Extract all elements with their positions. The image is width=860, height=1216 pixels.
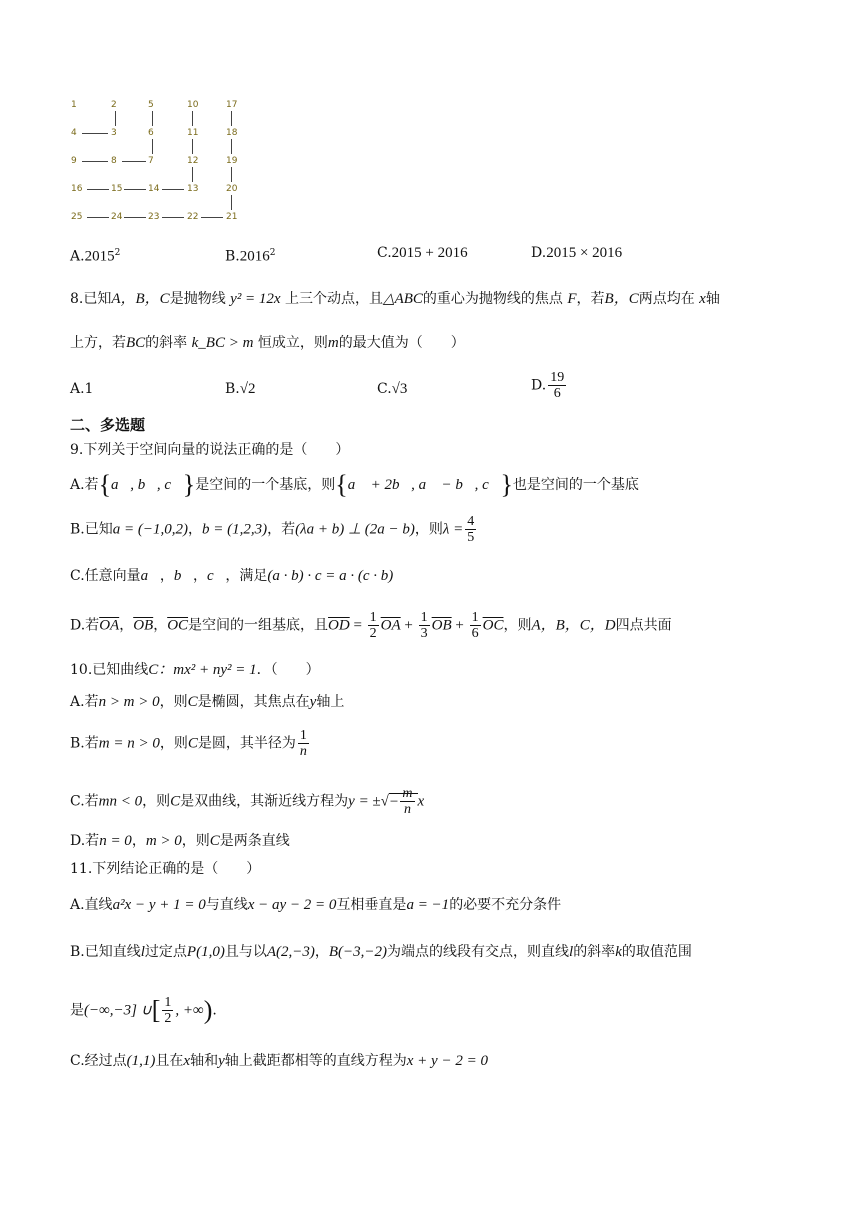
- option-label: C.: [377, 245, 392, 261]
- q9-option-a: [70, 470, 639, 499]
- grid-number: 1: [71, 100, 77, 110]
- section-heading: 二、多选题: [70, 416, 146, 434]
- brace: }: [500, 470, 513, 499]
- grid-number: 8: [111, 156, 117, 166]
- text: 是抛物线: [169, 291, 226, 307]
- q7-option-a: [70, 243, 120, 267]
- option-value: √3: [391, 381, 408, 397]
- text: A.直线: [70, 897, 113, 913]
- q9-option-c: C.任意向量a⃗，b⃗，c⃗，满足(a · b) · c = a · (c · b): [70, 568, 394, 584]
- fraction: [298, 728, 309, 759]
- math: F: [567, 291, 577, 307]
- text: C.经过点: [70, 1053, 127, 1069]
- numerator: 1: [299, 728, 307, 743]
- q10-stem: [70, 660, 320, 680]
- text: ，若: [267, 521, 296, 538]
- text: 的最大值为（ ）: [338, 335, 465, 351]
- fraction: [470, 610, 481, 641]
- q8-option-d: [531, 370, 568, 401]
- vector: $\overline{OB}$: [133, 617, 154, 634]
- math: C: [187, 735, 198, 752]
- numerator: 1: [420, 610, 428, 625]
- text: ，若: [576, 291, 605, 307]
- grid-connector: [162, 189, 184, 190]
- text: A.若: [70, 477, 99, 493]
- math: (−∞,−3] ∪: [84, 1002, 152, 1019]
- q10-option-c: [70, 786, 424, 817]
- denominator: 6: [553, 386, 561, 401]
- q8-option-c: [377, 379, 407, 399]
- math: x: [183, 1053, 191, 1069]
- text: 与直线: [205, 897, 248, 913]
- text: 且在: [155, 1053, 184, 1069]
- math: +: [400, 617, 417, 634]
- text: ，则: [503, 617, 532, 634]
- text: ，: [131, 833, 146, 849]
- q8-option-b: [225, 379, 255, 399]
- math: c⃗: [207, 568, 226, 584]
- grid-connector: [192, 167, 193, 182]
- q7-option-d: [531, 243, 622, 263]
- grid-connector: [231, 139, 232, 154]
- text: 的斜率: [145, 335, 188, 351]
- bracket: [: [151, 995, 161, 1025]
- q11-option-b-line2: [70, 995, 217, 1026]
- math: B(−3,−2): [328, 944, 388, 960]
- text: 两点均在: [638, 291, 695, 307]
- grid-number: 17: [226, 100, 238, 110]
- math: b⃗: [173, 568, 194, 584]
- math: b = (1,2,3): [201, 521, 268, 538]
- math: λ =: [442, 521, 464, 538]
- text: 轴上截距都相等的直线方程为: [224, 1053, 407, 1069]
- math: mx² + ny² = 1: [173, 662, 257, 678]
- math: l: [569, 944, 574, 960]
- option-label: C.: [377, 381, 392, 397]
- option-value: 2016: [239, 248, 270, 265]
- brace: }: [182, 470, 196, 499]
- math: k: [615, 944, 622, 960]
- text: 的重心为抛物线的焦点: [422, 291, 563, 307]
- fraction: [368, 610, 379, 641]
- math: m > 0: [145, 833, 182, 849]
- text: .: [212, 1002, 217, 1019]
- text: 轴上: [316, 694, 345, 710]
- math: a⃗ + 2b⃗, a⃗ − b⃗, c⃗: [347, 477, 501, 493]
- math: a = (−1,0,2): [112, 521, 188, 538]
- q11-option-a: [70, 895, 561, 915]
- numerator: 1: [164, 995, 172, 1010]
- numerator: m: [402, 786, 413, 801]
- text: 的斜率: [573, 944, 616, 960]
- math: P(1,0): [186, 944, 225, 960]
- grid-connector: [87, 217, 109, 218]
- grid-number: 18: [226, 128, 238, 138]
- text: 四点共面: [615, 617, 672, 634]
- exponent: 2: [114, 248, 121, 258]
- exponent: 2: [269, 248, 276, 258]
- text: 是两条直线: [219, 833, 290, 849]
- brace: {: [98, 470, 112, 499]
- grid-connector: [82, 161, 108, 162]
- text: A.若: [70, 694, 99, 710]
- bracket: ): [203, 995, 213, 1025]
- math: a²x − y + 1 = 0: [112, 897, 206, 913]
- math: l: [140, 944, 145, 960]
- denominator: 3: [420, 626, 428, 641]
- vector: $\overline{OA}$: [380, 617, 401, 634]
- math: =: [349, 617, 366, 634]
- text: 是双曲线，其渐近线方程为: [180, 793, 349, 810]
- q8-option-a: A.1: [70, 381, 94, 397]
- math: A，B，C，D: [531, 617, 616, 634]
- math: y² = 12x: [230, 291, 281, 307]
- option-value: 2015: [84, 248, 115, 265]
- grid-number: 23: [148, 212, 160, 222]
- grid-number: 6: [148, 128, 154, 138]
- grid-number: 5: [148, 100, 154, 110]
- q9-option-b: B.已知a = (−1,0,2)，b = (1,2,3)，若(λa + b) ⊥ (2a − b)，则λ = $\frac{4}{5}$: [70, 514, 475, 545]
- text: ，满足: [225, 568, 268, 584]
- grid-number: 7: [148, 156, 154, 166]
- q11-stem: 11.下列结论正确的是（ ）: [70, 861, 261, 877]
- grid-connector: [152, 139, 153, 154]
- math: (1,1): [126, 1053, 156, 1069]
- option-value: 2015 × 2016: [546, 245, 623, 261]
- grid-connector: [231, 111, 232, 126]
- math: x − ay − 2 = 0: [247, 897, 337, 913]
- math: B，C: [604, 291, 639, 307]
- text: B.已知: [70, 521, 113, 538]
- grid-number: 16: [71, 184, 83, 194]
- text: ，: [314, 944, 329, 960]
- math: , +∞: [175, 1002, 204, 1019]
- math: n > m > 0: [98, 694, 160, 710]
- grid-number: 24: [111, 212, 123, 222]
- grid-connector: [231, 195, 232, 210]
- grid-connector: [152, 111, 153, 126]
- text: 是: [70, 1002, 84, 1019]
- text: ，则: [414, 521, 443, 538]
- text: 恒成立，则: [257, 335, 328, 351]
- math: y: [309, 694, 317, 710]
- denominator: 5: [467, 530, 475, 545]
- vector: $\overline{OA}$: [99, 617, 120, 634]
- fraction: [419, 610, 430, 641]
- denominator: 2: [369, 626, 377, 641]
- grid-number: 4: [71, 128, 77, 138]
- grid-number: 25: [71, 212, 83, 222]
- fraction: [548, 370, 566, 401]
- number-spiral-figure: [60, 96, 260, 224]
- math: a = −1: [406, 897, 450, 913]
- vector: $\overline{OD}$: [328, 617, 350, 634]
- math: △ABC: [383, 291, 423, 307]
- math: C: [187, 694, 198, 710]
- option-label: A.: [70, 248, 85, 265]
- text: 是空间的一个基底，则: [195, 477, 336, 493]
- text: 10.已知曲线: [70, 662, 149, 678]
- q10-option-d: [70, 831, 290, 851]
- q8-stem-line2: [70, 333, 465, 353]
- math: k_BC > m: [191, 335, 254, 351]
- denominator: 6: [471, 626, 479, 641]
- text: 上方，若: [70, 335, 126, 351]
- radicand: [389, 786, 418, 817]
- denominator: n: [299, 744, 307, 759]
- numerator: 1: [369, 610, 377, 625]
- text: 也是空间的一个基底: [512, 477, 639, 493]
- q11-option-c: [70, 1051, 488, 1071]
- grid-number: 10: [187, 100, 199, 110]
- text: B.若: [70, 735, 99, 752]
- option-value: 2015 + 2016: [391, 245, 468, 261]
- math: C：: [148, 662, 174, 678]
- math: −: [389, 793, 399, 810]
- vector: $\overline{OC}$: [482, 617, 504, 634]
- math: x: [699, 291, 706, 307]
- option-label: D.: [531, 245, 547, 261]
- text: B.已知直线: [70, 944, 141, 960]
- numerator: 19: [550, 370, 565, 385]
- fraction: [465, 514, 476, 545]
- brace: {: [335, 470, 348, 499]
- text: 且与以: [224, 944, 267, 960]
- grid-connector: [192, 139, 193, 154]
- numerator: 4: [467, 514, 475, 529]
- grid-number: 21: [226, 212, 238, 222]
- fraction: [162, 995, 173, 1026]
- q11-option-b-line1: [70, 942, 692, 962]
- text: 过定点: [144, 944, 187, 960]
- grid-connector: [122, 161, 146, 162]
- math: m: [327, 335, 339, 351]
- grid-connector: [124, 217, 146, 218]
- grid-number: 14: [148, 184, 160, 194]
- grid-number: 15: [111, 184, 123, 194]
- text: 是圆，其半径为: [197, 735, 296, 752]
- grid-number: 20: [226, 184, 238, 194]
- q7-option-b: [225, 243, 275, 267]
- denominator: n: [403, 802, 411, 817]
- fraction: [400, 786, 414, 817]
- q10-option-a: [70, 692, 344, 712]
- text: ，则: [159, 694, 188, 710]
- math: n = 0: [99, 833, 132, 849]
- math: a⃗, b⃗, c⃗: [111, 477, 183, 493]
- q7-option-c: [377, 243, 468, 263]
- math: y = ±: [348, 793, 381, 810]
- grid-connector: [162, 217, 184, 218]
- q9-stem: 9.下列关于空间向量的说法正确的是（ ）: [70, 442, 350, 458]
- grid-number: 12: [187, 156, 199, 166]
- grid-connector: [192, 111, 193, 126]
- option-label: B.: [225, 381, 240, 397]
- grid-number: 19: [226, 156, 238, 166]
- text: 轴和: [190, 1053, 219, 1069]
- text: 8.已知: [70, 291, 112, 307]
- math: mn < 0: [98, 793, 143, 810]
- grid-number: 3: [111, 128, 117, 138]
- grid-number: 22: [187, 212, 199, 222]
- option-label: B.: [225, 248, 240, 265]
- grid-connector: [124, 189, 146, 190]
- text: ，则: [181, 833, 210, 849]
- text: ，则: [142, 793, 171, 810]
- text: D.若: [70, 617, 100, 634]
- math: a⃗: [140, 568, 160, 584]
- grid-number: 9: [71, 156, 77, 166]
- vector: $\overline{OC}$: [167, 617, 189, 634]
- math: C: [170, 793, 181, 810]
- math: x: [417, 793, 425, 810]
- text: 互相垂直是: [336, 897, 407, 913]
- math: +: [451, 617, 468, 634]
- math: x + y − 2 = 0: [406, 1053, 488, 1069]
- grid-number: 13: [187, 184, 199, 194]
- text: 是椭圆，其焦点在: [197, 694, 310, 710]
- q9-option-d: D.若$\overline{OA}$，$\overline{OB}$，$\overline{OC}$是空间的一组基底，且$\overline{OD}$ = $\frac{1}{2}$ $\overline{OA}$ + $\frac{1}{3}$ $\overline{OB}$ + $\frac{1}{6}$ $\overline{OC}$，则A，B，C，D四点共面: [70, 610, 672, 641]
- math: (λa + b) ⊥ (2a − b): [295, 521, 415, 538]
- text: 的取值范围: [621, 944, 692, 960]
- text: C.若: [70, 793, 99, 810]
- math: y: [218, 1053, 225, 1069]
- text: D.若: [70, 833, 100, 849]
- text: 为端点的线段有交点，则直线: [387, 944, 570, 960]
- math: A(2,−3): [266, 944, 315, 960]
- grid-number: 11: [187, 128, 199, 138]
- text: C.任意向量: [70, 568, 141, 584]
- math: A，B，C: [111, 291, 170, 307]
- grid-connector: [231, 167, 232, 182]
- grid-connector: [201, 217, 223, 218]
- math: BC: [126, 335, 146, 351]
- grid-connector: [87, 189, 109, 190]
- text: ．（ ）: [256, 662, 320, 678]
- grid-connector: [82, 133, 108, 134]
- text: 是空间的一组基底，且: [188, 617, 329, 634]
- grid-connector: [115, 111, 116, 126]
- math: m = n > 0: [98, 735, 160, 752]
- sqrt-sign: √: [380, 793, 389, 810]
- q10-option-b: [70, 728, 311, 759]
- grid-number: 2: [111, 100, 117, 110]
- math: (a · b) · c = a · (c · b): [267, 568, 394, 584]
- math: C: [209, 833, 220, 849]
- text: 轴: [705, 291, 720, 307]
- q8-stem-line1: [70, 289, 720, 309]
- text: 的必要不充分条件: [449, 897, 562, 913]
- option-value: √2: [239, 381, 256, 397]
- text: ，则: [159, 735, 188, 752]
- option-label: D.: [531, 377, 547, 394]
- numerator: 1: [471, 610, 479, 625]
- text: 上三个动点，且: [285, 291, 384, 307]
- vector: $\overline{OB}$: [431, 617, 452, 634]
- denominator: 2: [164, 1011, 172, 1026]
